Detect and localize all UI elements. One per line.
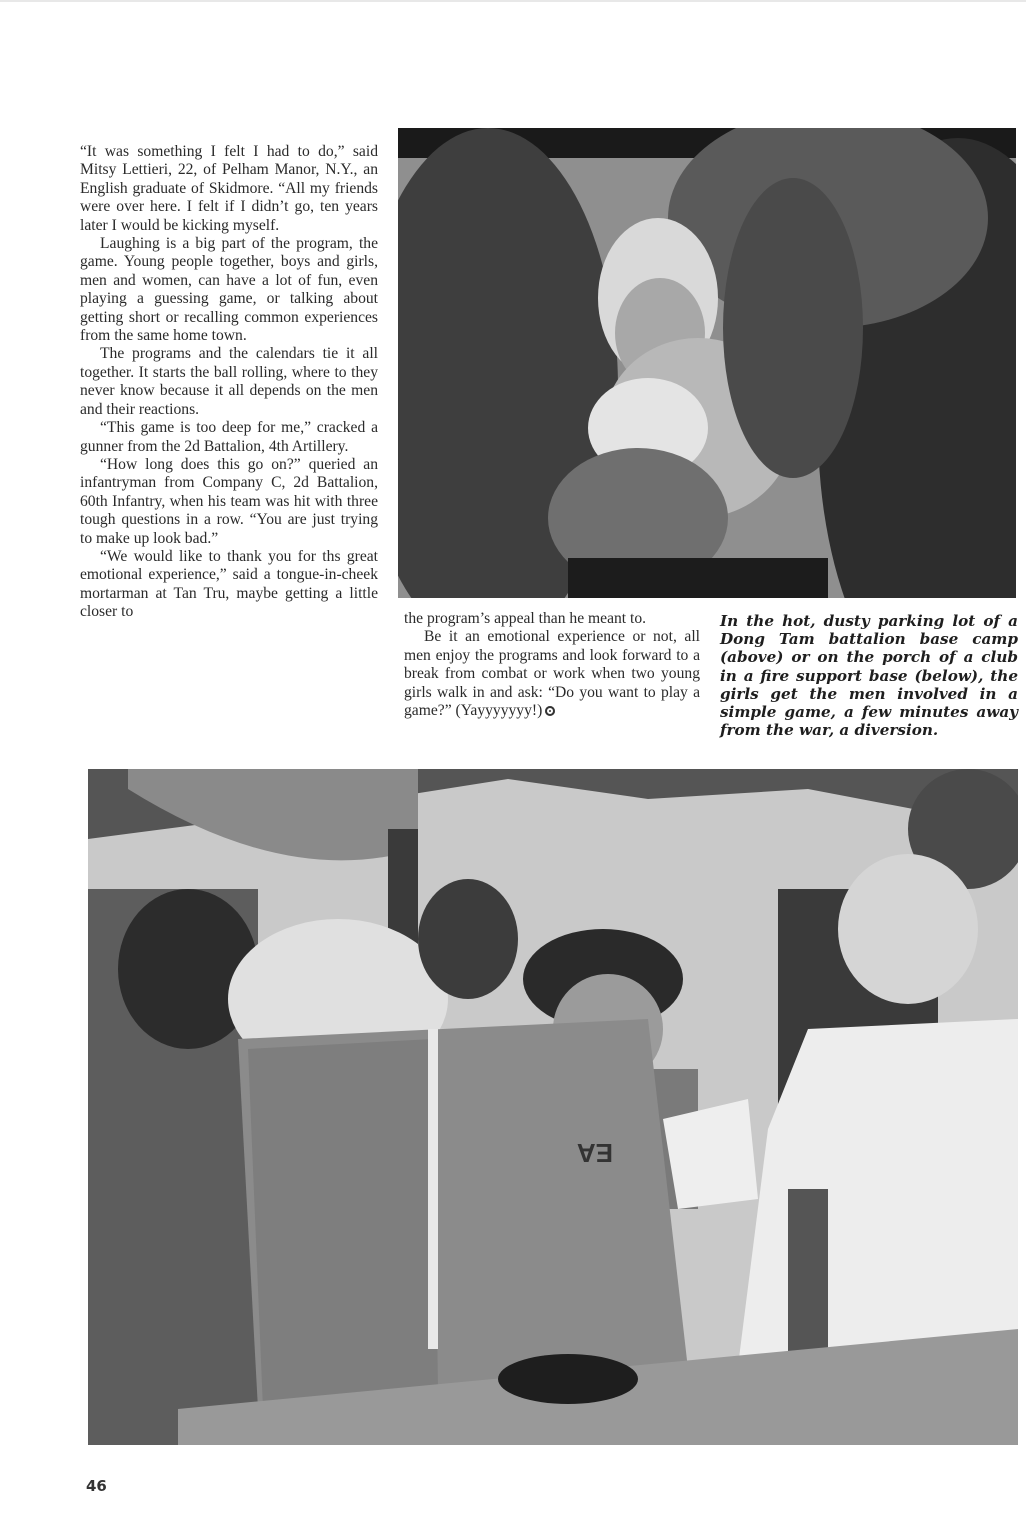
article-column-2	[404, 610, 700, 720]
page-top-edge	[0, 0, 1026, 2]
end-of-story-icon	[545, 706, 555, 716]
paragraph: the program’s appeal than he meant to.	[404, 610, 647, 627]
paragraph: “It was something I felt I had to do,” said Mitsy Lettieri, 22, of Pelham Manor, N.Y., an English graduate of Skidmore. “All my friends were over here. I felt if I didn’t go, ten years later I would be kicking myself.	[80, 143, 378, 234]
photo-bottom-image	[88, 769, 1018, 1445]
paragraph: Laughing is a big part of the program, the game. Young people together, boys and girls, men and women, can have a lot of fun, even playing a guessing game, or talking about getting short or recalling common experiences from the same home town.	[80, 235, 378, 345]
paragraph: “This game is too deep for me,” cracked a gunner from the 2d Battalion, 4th Artillery.	[80, 419, 378, 455]
paragraph: “We would like to thank you for ths great emotional experience,” said a tongue-in-cheek mortarman at Tan Tru, maybe getting a little closer to	[80, 547, 378, 621]
photo-caption: In the hot, dusty parking lot of a Dong Tam battalion base camp (above) or on the porch of a club in a fire support base (below), the girls get the men involved in a simple game, a few minutes away from the war, a diversion.	[720, 612, 1018, 740]
paragraph: The programs and the calendars tie it all together. It starts the ball rolling, where to they never know because it all depends on the men and their reactions.	[80, 345, 378, 418]
page-number: 46	[86, 1477, 107, 1495]
paragraph-text: Be it an emotional experience or not, all men enjoy the programs and look forward to a break from combat or work when two young girls walk in and ask: “Do you want to play a game?” (Yayyyyyyy!)	[404, 628, 700, 720]
photo-porch-game	[88, 769, 1018, 1445]
box-marking: EA	[576, 1138, 613, 1168]
article-column-1	[80, 143, 378, 622]
paragraph	[404, 628, 700, 720]
photo-top-image	[398, 128, 1016, 598]
paragraph: “How long does this go on?” queried an infantryman from Company C, 2d Battalion, 60th Infantry, when his team was hit with three tough questions in a row. “You are just trying to make up look bad.”	[80, 455, 378, 547]
photo-parking-lot-game	[398, 128, 1016, 598]
